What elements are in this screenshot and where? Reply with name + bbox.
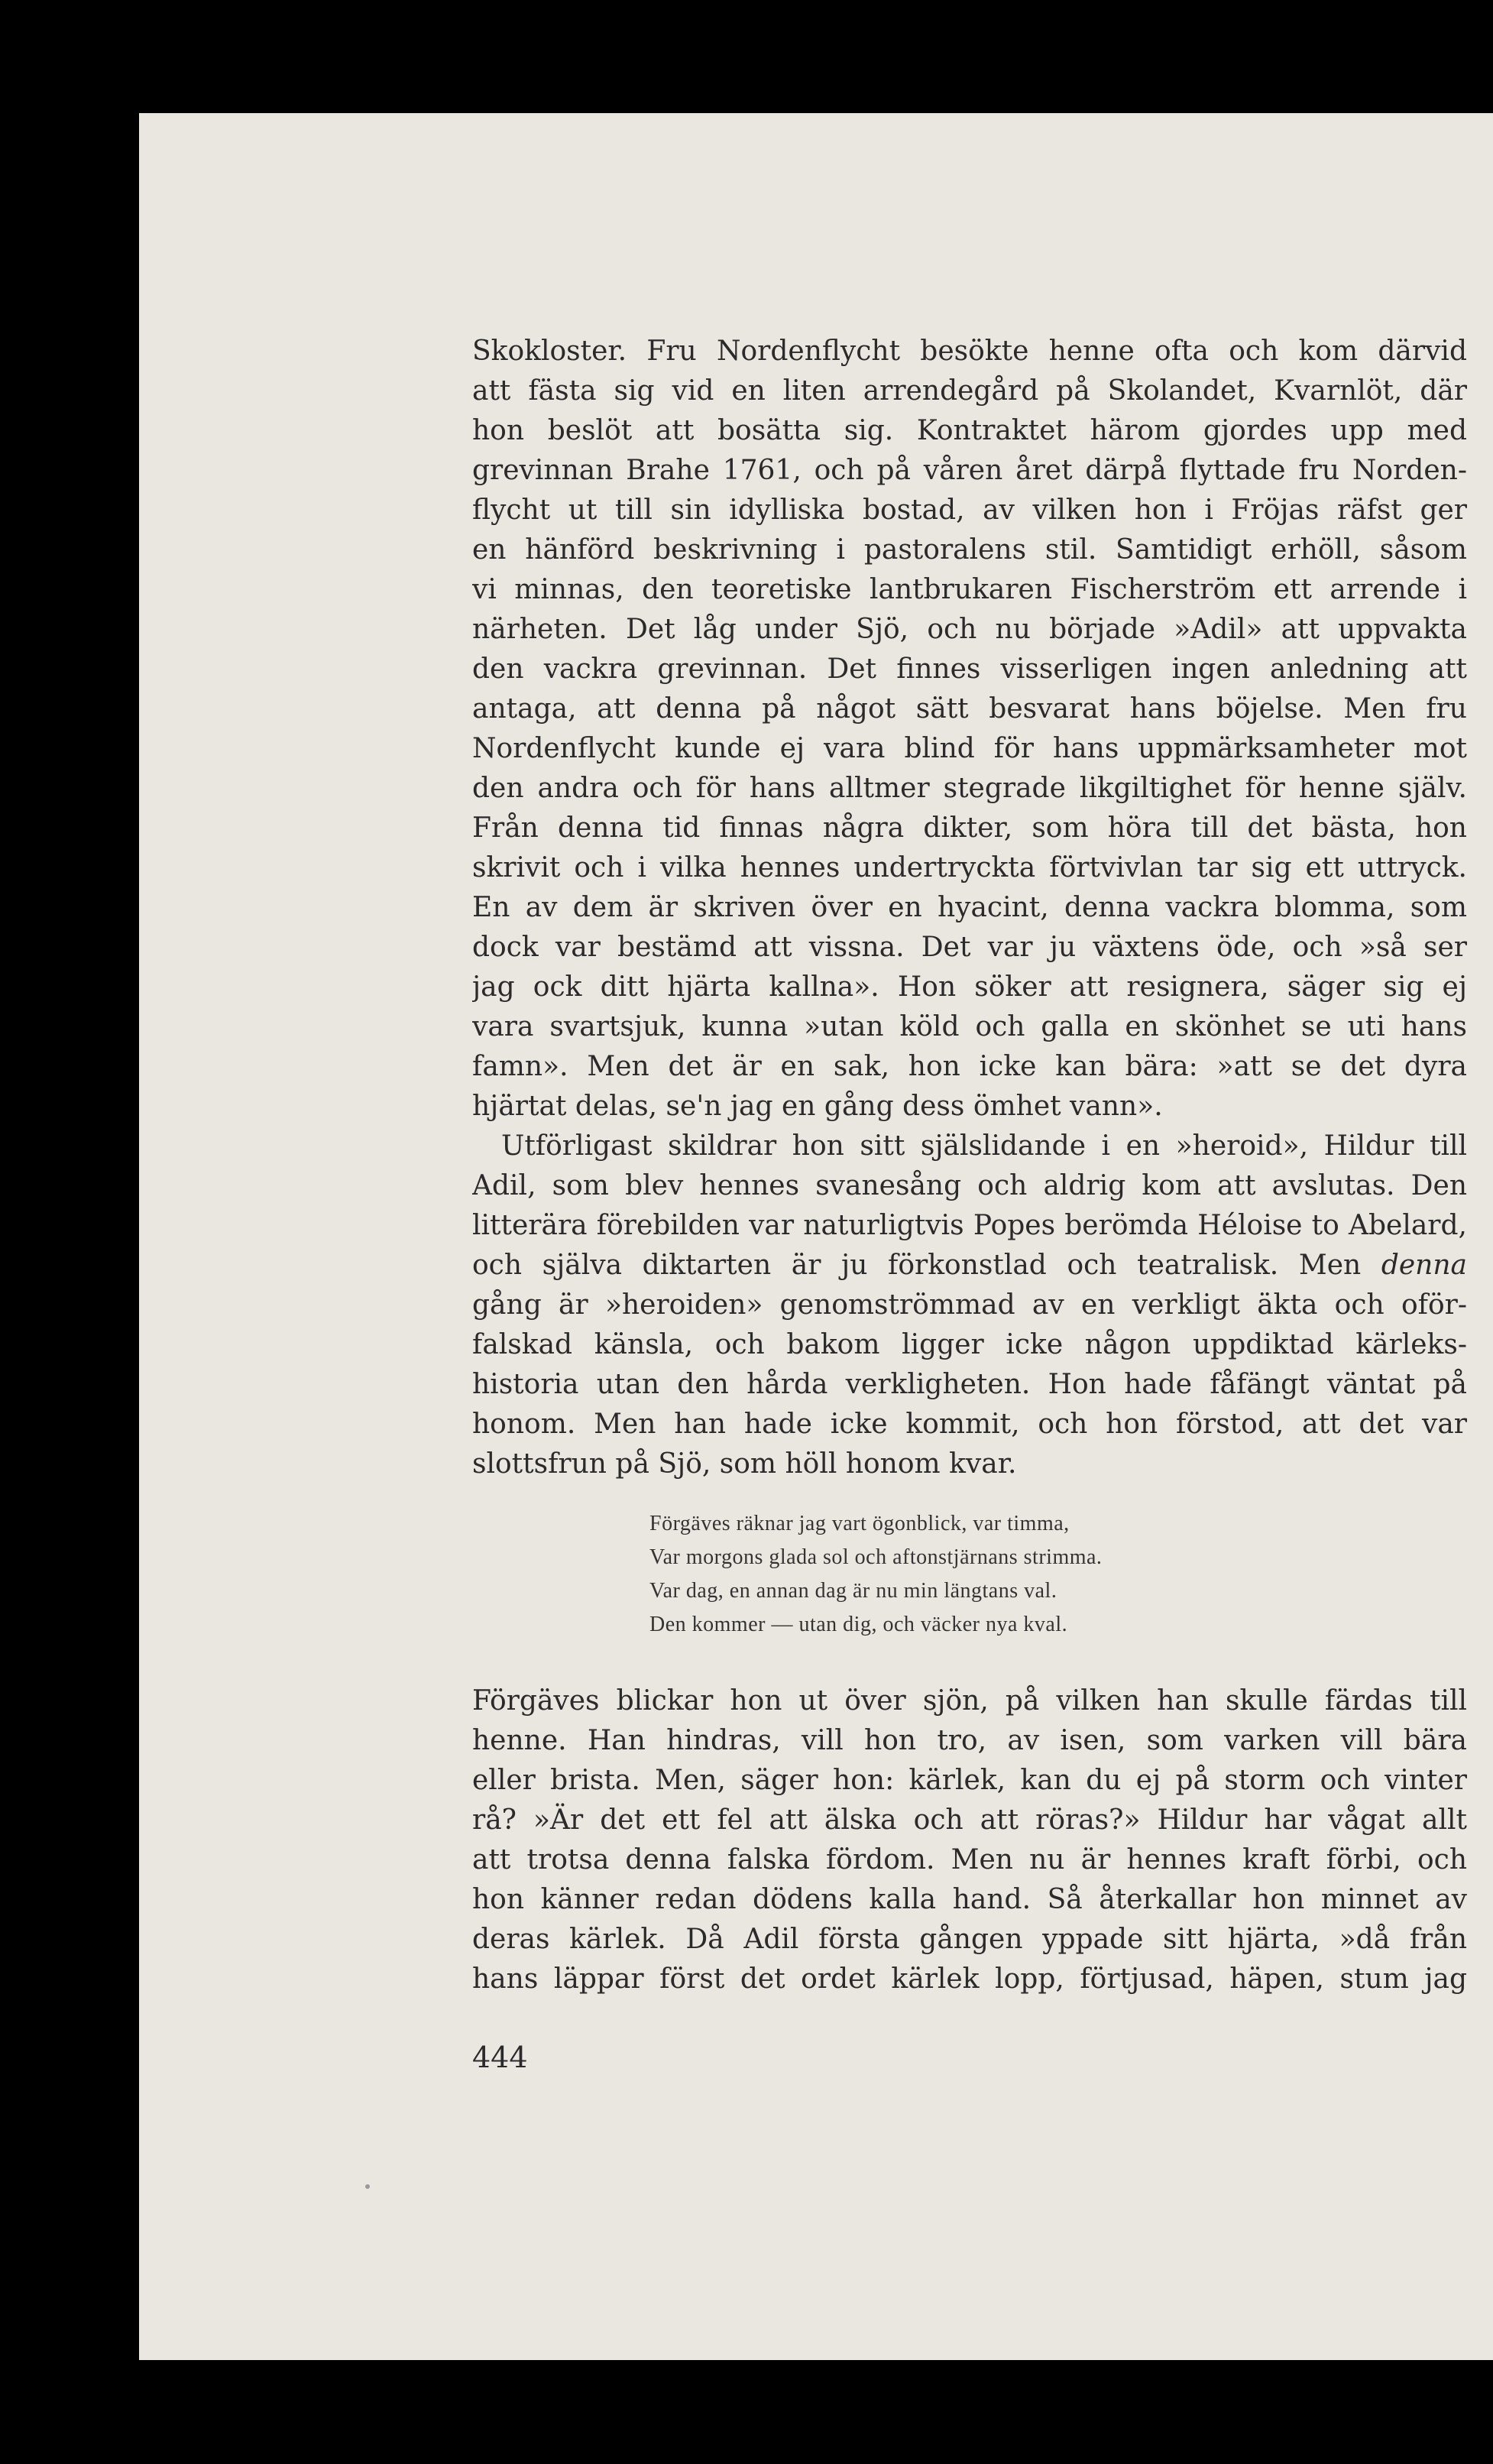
text-line xyxy=(472,1246,1467,1285)
text-line: henne. Han hindras, vill hon tro, av isen, som varken vill bära xyxy=(472,1725,1467,1756)
emphasized-word: denna xyxy=(1381,1250,1467,1281)
text-segment: och själva diktarten är ju förkonstlad och teatralisk. Men xyxy=(472,1250,1381,1281)
text-line: honom. Men han hade icke kommit, och hon förstod, att det var xyxy=(472,1409,1467,1440)
text-line: Nordenflycht kunde ej vara blind för hans uppmärksamheter mot xyxy=(472,733,1467,764)
text-line: rå? »Är det ett fel att älska och att röras?» Hildur har vågat allt xyxy=(472,1804,1467,1836)
text-line: närheten. Det låg under Sjö, och nu började »Adil» att uppvakta xyxy=(472,614,1467,645)
poem-line: Var dag, en annan dag är nu min längtans val. xyxy=(649,1579,1057,1603)
text-line: den vackra grevinnan. Det finnes visserligen ingen anledning att xyxy=(472,653,1467,685)
text-line: Utförligast skildrar hon sitt själslidande i en »heroid», Hildur till xyxy=(501,1130,1467,1162)
text-line: att fästa sig vid en liten arrendegård på Skolandet, Kvarnlöt, där xyxy=(472,375,1467,407)
page-number: 444 xyxy=(472,2041,528,2074)
paragraph-3 xyxy=(472,1681,1467,1999)
text-line: att trotsa denna falska fördom. Men nu är hennes kraft förbi, och xyxy=(472,1844,1467,1876)
text-line: hjärtat delas, se'n jag en gång dess ömhet vann». xyxy=(472,1091,1163,1122)
text-line: Från denna tid finnas några dikter, som höra till det bästa, hon xyxy=(472,812,1467,844)
text-line: deras kärlek. Då Adil första gången yppade sitt hjärta, »då från xyxy=(472,1924,1467,1955)
text-line: en hänförd beskrivning i pastoralens stil. Samtidigt erhöll, såsom xyxy=(472,534,1467,566)
text-line: antaga, att denna på något sätt besvarat hans böjelse. Men fru xyxy=(472,693,1467,725)
text-line: En av dem är skriven över en hyacint, denna vackra blomma, som xyxy=(472,892,1467,923)
paragraph-2 xyxy=(472,1127,1467,1484)
text-line: hans läppar först det ordet kärlek lopp, förtjusad, häpen, stum jag xyxy=(472,1963,1467,1995)
text-line: eller brista. Men, säger hon: kärlek, kan du ej på storm och vinter xyxy=(472,1765,1467,1796)
text-line: skrivit och i vilka hennes undertryckta förtvivlan tar sig ett uttryck. xyxy=(472,852,1467,883)
text-line: Skokloster. Fru Nordenflycht besökte henne ofta och kom därvid xyxy=(472,336,1467,367)
text-line: grevinnan Brahe 1761, och på våren året därpå flyttade fru Norden- xyxy=(472,455,1467,486)
poem-quote xyxy=(649,1507,1414,1642)
paper-speck xyxy=(365,2184,370,2189)
poem-line: Förgäves räknar jag vart ögonblick, var timma, xyxy=(649,1512,1070,1535)
text-line: slottsfrun på Sjö, som höll honom kvar. xyxy=(472,1448,1017,1480)
text-line: litterära förebilden var naturligtvis Popes berömda Héloise to Abelard, xyxy=(472,1210,1467,1241)
text-line: Förgäves blickar hon ut över sjön, på vilken han skulle färdas till xyxy=(472,1685,1467,1717)
text-line: Adil, som blev hennes svanesång och aldrig kom att avslutas. Den xyxy=(472,1170,1467,1201)
text-line: hon beslöt att bosätta sig. Kontraktet härom gjordes upp med xyxy=(472,415,1467,446)
poem-line: Var morgons glada sol och aftonstjärnans strimma. xyxy=(649,1545,1103,1569)
text-line: famn». Men det är en sak, hon icke kan bära: »att se det dyra xyxy=(472,1051,1467,1082)
text-line: vara svartsjuk, kunna »utan köld och galla en skönhet se uti hans xyxy=(472,1011,1467,1042)
text-line: falskad känsla, och bakom ligger icke någon uppdiktad kärleks- xyxy=(472,1329,1467,1360)
poem-line: Den kommer — utan dig, och väcker nya kval. xyxy=(649,1613,1068,1636)
text-line: flycht ut till sin idylliska bostad, av vilken hon i Fröjas räfst ger xyxy=(472,494,1467,526)
text-line: vi minnas, den teoretiske lantbrukaren Fischerström ett arrende i xyxy=(472,574,1467,605)
text-line: hon känner redan dödens kalla hand. Så återkallar hon minnet av xyxy=(472,1884,1467,1915)
text-line: den andra och för hans alltmer stegrade likgiltighet för henne själv. xyxy=(472,773,1467,804)
paragraph-1 xyxy=(472,332,1467,1127)
text-line: gång är »heroiden» genomströmmad av en verkligt äkta och oför- xyxy=(472,1289,1467,1321)
text-line: dock var bestämd att vissna. Det var ju växtens öde, och »så ser xyxy=(472,932,1467,963)
text-line: jag ock ditt hjärta kallna». Hon söker att resignera, säger sig ej xyxy=(472,971,1467,1003)
text-line: historia utan den hårda verkligheten. Hon hade fåfängt väntat på xyxy=(472,1369,1467,1400)
